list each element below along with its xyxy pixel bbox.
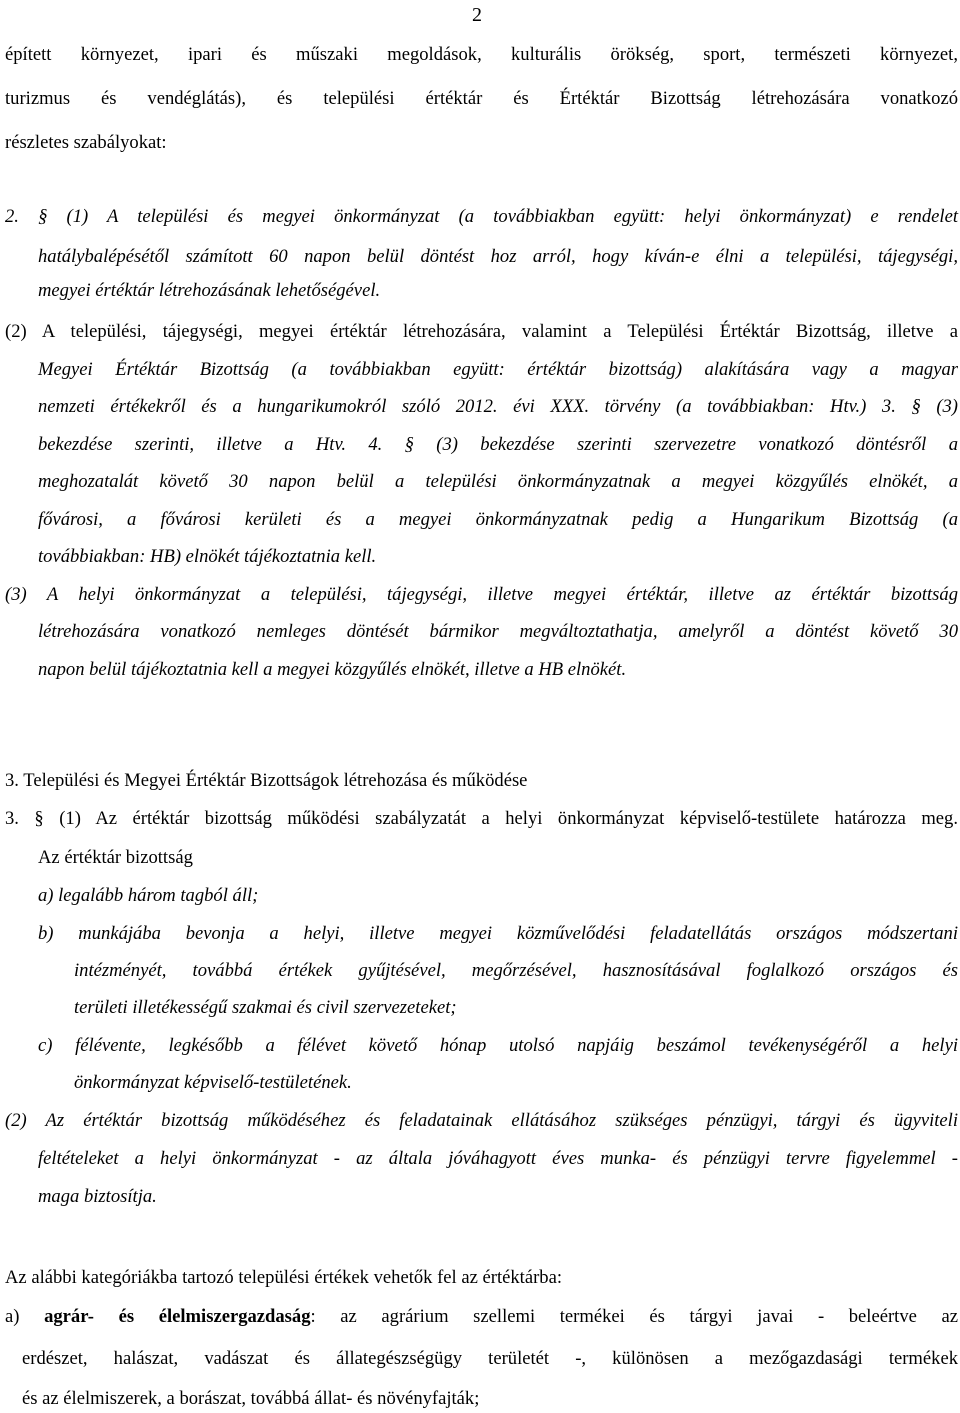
section3-item-c-line: c) félévente, legkésőbb a félévet követő hónap utolsó napjáig beszámol tevékenységéről a helyi xyxy=(38,1035,958,1056)
category-a-line xyxy=(5,1305,958,1329)
categories-intro: Az alábbi kategóriákba tartozó települési értékek vehetők fel az értéktárba: xyxy=(5,1267,563,1288)
section2-para1-line: hatálybalépésétől számított 60 napon belül döntést hoz arról, hogy kíván-e élni a települési, tájegységi, xyxy=(38,246,958,267)
section2-para2-line: nemzeti értékekről és a hungarikumokról szóló 2012. évi XXX. törvény (a továbbiakban: Htv.) 3. § (3) xyxy=(38,396,958,417)
section3-para1-sub: Az értéktár bizottság xyxy=(38,847,193,868)
section2-para2-line: Megyei Értéktár Bizottság (a továbbiakban együtt: értéktár bizottság) alakítására vagy a magyar xyxy=(38,359,958,380)
intro-line: turizmus és vendéglátás), és települési értéktár és Értéktár Bizottság létrehozására vonatkozó xyxy=(5,88,958,109)
category-a-text: : az agrárium szellemi termékei és tárgyi javai - beleértve az xyxy=(310,1306,959,1327)
page-number: 2 xyxy=(472,4,482,26)
section3-item-a: a) legalább három tagból áll; xyxy=(38,885,259,906)
section2-para1-line: 2. § (1) A települési és megyei önkormányzat (a továbbiakban együtt: helyi önkormányzat) e rendelet xyxy=(5,206,958,227)
section3-item-b-line: területi illetékességű szakmai és civil szervezeteket; xyxy=(74,997,457,1018)
section2-para2-line: meghozatalát követő 30 napon belül a települési önkormányzatnak a megyei közgyűlés elnökét, a xyxy=(38,471,958,492)
section3-para2-line: (2) Az értéktár bizottság működéséhez és feladatainak ellátásához szükséges pénzügyi, tárgyi és ügyviteli xyxy=(5,1110,958,1131)
section2-para2-line: továbbiakban: HB) elnökét tájékoztatnia kell. xyxy=(38,546,377,567)
section3-para2-line: feltételeket a helyi önkormányzat - az általa jóváhagyott éves munka- és pénzügyi tervre figyelemmel - xyxy=(38,1148,958,1169)
section3-item-b-line: b) munkájába bevonja a helyi, illetve megyei közművelődési feladatellátás országos módszertani xyxy=(38,923,958,944)
section2-para2-line: bekezdése szerinti, illetve a Htv. 4. § (3) bekezdése szerinti szervezetre vonatkozó döntésről a xyxy=(38,434,958,455)
section3-para1: 3. § (1) Az értéktár bizottság működési szabályzatát a helyi önkormányzat képviselő-testülete határozza meg. xyxy=(5,808,958,829)
section2-para3-line: létrehozására vonatkozó nemleges döntését bármikor megváltoztathatja, amelyről a döntést követő 30 xyxy=(38,621,958,642)
intro-line: épített környezet, ipari és műszaki megoldások, kulturális örökség, sport, természeti környezet, xyxy=(5,44,958,65)
section2-para2-line: (2) A települési, tájegységi, megyei értéktár létrehozására, valamint a Települési Értéktár Bizottság, illetve a xyxy=(5,321,958,342)
intro-line: részletes szabályokat: xyxy=(5,132,167,153)
section3-heading: 3. Települési és Megyei Értéktár Bizottságok létrehozása és működése xyxy=(5,770,528,791)
section3-item-c-line: önkormányzat képviselő-testületének. xyxy=(74,1072,352,1093)
section2-para2-line: fővárosi, a fővárosi kerületi és a megyei önkormányzatnak pedig a Hungarikum Bizottság (a xyxy=(38,509,958,530)
section2-para3-line: (3) A helyi önkormányzat a települési, tájegységi, illetve megyei értéktár, illetve az értéktár bizottság xyxy=(5,584,958,605)
category-a-line: és az élelmiszerek, a borászat, továbbá állat- és növényfajták; xyxy=(22,1388,480,1409)
section3-para2-line: maga biztosítja. xyxy=(38,1186,157,1207)
section2-para1-line: megyei értéktár létrehozásának lehetőségével. xyxy=(38,280,381,301)
section2-para3-line: napon belül tájékoztatnia kell a megyei közgyűlés elnökét, illetve a HB elnökét. xyxy=(38,659,627,680)
category-a-prefix: a) xyxy=(5,1306,45,1327)
category-a-title: agrár- és élelmiszergazdaság xyxy=(44,1306,311,1327)
section3-item-b-line: intézményét, továbbá értékek gyűjtésével, megőrzésével, hasznosításával foglalkozó országos és xyxy=(74,960,958,981)
category-a-line: erdészet, halászat, vadászat és állategészségügy területét -, különösen a mezőgazdasági termékek xyxy=(22,1348,958,1369)
